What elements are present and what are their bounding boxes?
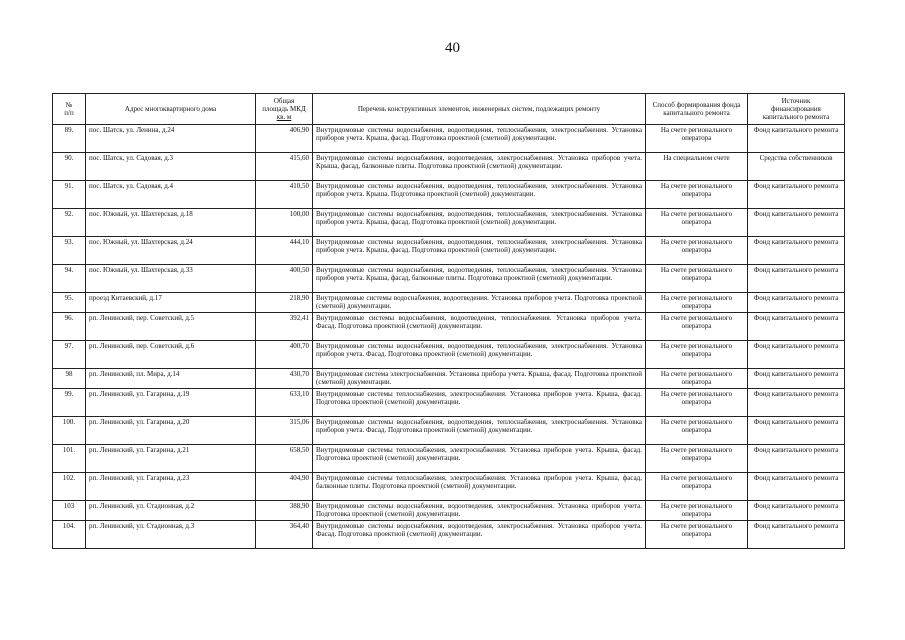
row-elements: Внутридомовые системы водоснабжения, водоотведения, теплоснабжения, электроснабжения. Установка приборов учета. Крыша. Подготовка проектной (сметной) документации. bbox=[313, 181, 646, 209]
row-number: 91. bbox=[53, 181, 86, 209]
row-fund: На счете регионального оператора bbox=[646, 237, 748, 265]
row-number: 104. bbox=[53, 521, 86, 549]
row-number: 98 bbox=[53, 369, 86, 389]
row-area: 406,90 bbox=[256, 125, 313, 153]
row-fund: На счете регионального оператора bbox=[646, 389, 748, 417]
row-elements: Внутридомовые системы водоснабжения, водоотведения, теплоснабжения, электроснабжения. Установка приборов учета. Фасад. Подготовка проектной (сметной) документации. bbox=[313, 341, 646, 369]
header-source bbox=[748, 94, 845, 125]
header-elements: Перечень конструктивных элементов, инженерных систем, подлежащих ремонту bbox=[313, 94, 646, 125]
capital-repair-table bbox=[52, 93, 845, 549]
row-number: 97. bbox=[53, 341, 86, 369]
row-address: пос. Шатск, ул. Ленина, д.24 bbox=[86, 125, 256, 153]
row-elements: Внутридомовые системы водоснабжения, водоотведения, теплоснабжения, электроснабжения. Установка приборов учета. Крыша, фасад, балконные плиты. Подготовка проектной (сметной) документации. bbox=[313, 265, 646, 293]
table-row bbox=[53, 521, 845, 549]
row-source: Фонд капитального ремонта bbox=[748, 209, 845, 237]
row-fund: На счете регионального оператора bbox=[646, 265, 748, 293]
row-elements: Внутридомовые системы водоснабжения, водоотведения, электроснабжения. Установка приборов учета. Крыша, фасад, балконные плиты. Подготовка проектной (сметной) документации. bbox=[313, 153, 646, 181]
table-row bbox=[53, 265, 845, 293]
row-area: 400,70 bbox=[256, 341, 313, 369]
header-area bbox=[256, 94, 313, 125]
row-address: рп. Ленинский, ул. Гагарина, д.23 bbox=[86, 473, 256, 501]
header-area-unit: кв. м bbox=[276, 113, 292, 121]
header-number-line1: № bbox=[65, 101, 73, 109]
header-fund: Способ формирования фонда капитального ремонта bbox=[646, 94, 748, 125]
header-number-line2: п/п bbox=[64, 109, 74, 117]
row-area: 410,50 bbox=[256, 181, 313, 209]
row-address: рп. Ленинский, пер. Советский, д.5 bbox=[86, 313, 256, 341]
row-address: рп. Ленинский, пер. Советский, д.6 bbox=[86, 341, 256, 369]
table-row bbox=[53, 369, 845, 389]
table-row bbox=[53, 313, 845, 341]
row-area: 392,41 bbox=[256, 313, 313, 341]
row-area: 633,10 bbox=[256, 389, 313, 417]
row-address: пос. Южный, ул. Шахтерская, д.18 bbox=[86, 209, 256, 237]
row-area: 430,70 bbox=[256, 369, 313, 389]
row-fund: На счете регионального оператора bbox=[646, 473, 748, 501]
row-elements: Внутридомовые системы теплоснабжения, электроснабжения. Установка приборов учета. Крыша, фасад, балконные плиты. Подготовка проектной (сметной) документации. bbox=[313, 473, 646, 501]
row-source: Фонд капитального ремонта bbox=[748, 389, 845, 417]
row-fund: На счете регионального оператора bbox=[646, 369, 748, 389]
table-row bbox=[53, 501, 845, 521]
row-fund: На специальном счете bbox=[646, 153, 748, 181]
row-area: 444,10 bbox=[256, 237, 313, 265]
table-row bbox=[53, 445, 845, 473]
row-address: рп. Ленинский, ул. Гагарина, д.19 bbox=[86, 389, 256, 417]
row-number: 93. bbox=[53, 237, 86, 265]
row-elements: Внутридомовые системы теплоснабжения, электроснабжения. Установка приборов учета. Крыша, фасад. Подготовка проектной (сметной) документации. bbox=[313, 445, 646, 473]
row-address: рп. Ленинский, ул. Гагарина, д.20 bbox=[86, 417, 256, 445]
row-address: пос. Южный, ул. Шахтерская, д.33 bbox=[86, 265, 256, 293]
row-elements: Внутридомовые системы водоснабжения, водоотведения, теплоснабжения, электроснабжения. Установка приборов учета. Крыша, фасад. Подготовка проектной (сметной) документации. bbox=[313, 125, 646, 153]
row-address: рп. Ленинский, ул. Стадионная, д.2 bbox=[86, 501, 256, 521]
row-source: Фонд капитального ремонта bbox=[748, 237, 845, 265]
row-elements: Внутридомовая система электроснабжения. Установка прибора учета. Крыша, фасад. Подготовка проектной (сметной) документации. bbox=[313, 369, 646, 389]
row-fund: На счете регионального оператора bbox=[646, 125, 748, 153]
row-area: 404,90 bbox=[256, 473, 313, 501]
row-source: Фонд капитального ремонта bbox=[748, 417, 845, 445]
table-row bbox=[53, 389, 845, 417]
page-number: 40 bbox=[445, 40, 460, 56]
row-number: 100. bbox=[53, 417, 86, 445]
row-source: Фонд капитального ремонта bbox=[748, 313, 845, 341]
header-source-line1: Источник bbox=[781, 97, 811, 105]
row-source: Фонд капитального ремонта bbox=[748, 293, 845, 313]
table-row bbox=[53, 237, 845, 265]
row-area: 364,40 bbox=[256, 521, 313, 549]
row-address: пос. Южный, ул. Шахтерская, д.24 bbox=[86, 237, 256, 265]
row-fund: На счете регионального оператора bbox=[646, 313, 748, 341]
table-row bbox=[53, 125, 845, 153]
row-source: Фонд капитального ремонта bbox=[748, 445, 845, 473]
table-row bbox=[53, 153, 845, 181]
row-elements: Внутридомовые системы водоснабжения, водоотведения, теплоснабжения, электроснабжения. Установка приборов учета. Крыша, фасад. Подготовка проектной (сметной) документации. bbox=[313, 237, 646, 265]
row-address: рп. Ленинский, ул. Гагарина, д.21 bbox=[86, 445, 256, 473]
row-source: Фонд капитального ремонта bbox=[748, 341, 845, 369]
row-number: 96. bbox=[53, 313, 86, 341]
row-fund: На счете регионального оператора bbox=[646, 417, 748, 445]
table-row bbox=[53, 209, 845, 237]
row-fund: На счете регионального оператора bbox=[646, 501, 748, 521]
header-area-line1: Общая bbox=[273, 97, 295, 105]
row-fund: На счете регионального оператора bbox=[646, 181, 748, 209]
row-number: 90. bbox=[53, 153, 86, 181]
row-address: пос. Шатск, ул. Садовая, д.3 bbox=[86, 153, 256, 181]
row-source: Средства собственников bbox=[748, 153, 845, 181]
row-fund: На счете регионального оператора bbox=[646, 209, 748, 237]
row-number: 101. bbox=[53, 445, 86, 473]
row-area: 415,60 bbox=[256, 153, 313, 181]
row-elements: Внутридомовые системы водоснабжения, водоотведения, электроснабжения. Установка приборов учета. Фасад. Подготовка проектной (сметной) документации. bbox=[313, 521, 646, 549]
row-number: 99. bbox=[53, 389, 86, 417]
row-area: 100,00 bbox=[256, 209, 313, 237]
table-row bbox=[53, 417, 845, 445]
row-source: Фонд капитального ремонта bbox=[748, 369, 845, 389]
row-area: 400,50 bbox=[256, 265, 313, 293]
row-fund: На счете регионального оператора bbox=[646, 341, 748, 369]
table-row bbox=[53, 293, 845, 313]
row-elements: Внутридомовые системы водоснабжения, водоотведения, электроснабжения. Установка приборов учета. Подготовка проектной (сметной) документации. bbox=[313, 501, 646, 521]
row-fund: На счете регионального оператора bbox=[646, 293, 748, 313]
row-source: Фонд капитального ремонта bbox=[748, 125, 845, 153]
header-row bbox=[53, 94, 845, 125]
row-address: проезд Китаевский, д.17 bbox=[86, 293, 256, 313]
row-number: 94. bbox=[53, 265, 86, 293]
row-address: рп. Ленинский, пл. Мира, д.14 bbox=[86, 369, 256, 389]
header-source-line3: капитального ремонта bbox=[762, 113, 830, 121]
row-area: 388,90 bbox=[256, 501, 313, 521]
row-number: 102. bbox=[53, 473, 86, 501]
row-number: 95. bbox=[53, 293, 86, 313]
header-number bbox=[53, 94, 86, 125]
row-area: 218,90 bbox=[256, 293, 313, 313]
table-row bbox=[53, 181, 845, 209]
row-source: Фонд капитального ремонта bbox=[748, 501, 845, 521]
row-area: 315,06 bbox=[256, 417, 313, 445]
row-elements: Внутридомовые системы водоснабжения, водоотведения, теплоснабжения, электроснабжения. Установка приборов учета. Фасад. Подготовка проектной (сметной) документации. bbox=[313, 417, 646, 445]
row-source: Фонд капитального ремонта bbox=[748, 521, 845, 549]
row-source: Фонд капитального ремонта bbox=[748, 265, 845, 293]
table-row bbox=[53, 341, 845, 369]
header-address: Адрес многоквартирного дома bbox=[86, 94, 256, 125]
row-source: Фонд капитального ремонта bbox=[748, 181, 845, 209]
header-source-line2: финансирования bbox=[771, 105, 821, 113]
row-elements: Внутридомовые системы водоснабжения, водоотведения, теплоснабжения. Установка приборов учета. Фасад. Подготовка проектной (сметной) документации. bbox=[313, 313, 646, 341]
row-number: 92. bbox=[53, 209, 86, 237]
row-address: рп. Ленинский, ул. Стадионная, д.3 bbox=[86, 521, 256, 549]
row-elements: Внутридомовые системы водоснабжения, водоотведения. Установка приборов учета. Подготовка проектной (сметной) документации. bbox=[313, 293, 646, 313]
row-fund: На счете регионального оператора bbox=[646, 521, 748, 549]
row-area: 658,50 bbox=[256, 445, 313, 473]
row-number: 89. bbox=[53, 125, 86, 153]
row-elements: Внутридомовые системы водоснабжения, водоотведения, теплоснабжения, электроснабжения. Установка приборов учета. Крыша, фасад. Подготовка проектной (сметной) документации. bbox=[313, 209, 646, 237]
header-area-line2: площадь МКД bbox=[262, 105, 306, 113]
row-number: 103 bbox=[53, 501, 86, 521]
row-source: Фонд капитального ремонта bbox=[748, 473, 845, 501]
table-row bbox=[53, 473, 845, 501]
row-address: пос. Шатск, ул. Садовая, д.4 bbox=[86, 181, 256, 209]
row-fund: На счете регионального оператора bbox=[646, 445, 748, 473]
row-elements: Внутридомовые системы теплоснабжения, электроснабжения. Установка приборов учета. Крыша, фасад. Подготовка проектной (сметной) документации. bbox=[313, 389, 646, 417]
